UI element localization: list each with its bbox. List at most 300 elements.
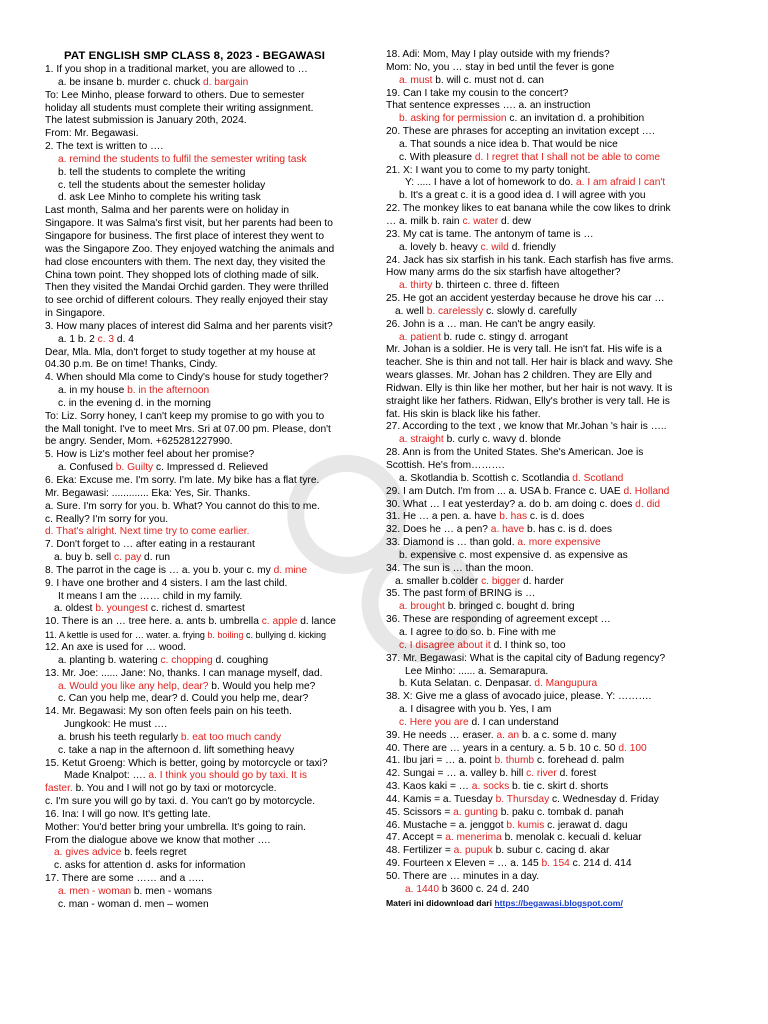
line-text-tail: b. tie c. skirt d. shorts	[509, 781, 609, 793]
line-text-tail: c. Impressed d. Relieved	[153, 462, 269, 474]
line-text-tail: c. jerawat d. dagu	[544, 819, 628, 831]
line-text-tail: b. You and I will not go by taxi or motorcycle.	[72, 783, 277, 795]
text-line	[45, 526, 371, 539]
text-line	[386, 113, 722, 126]
text-line	[45, 501, 371, 514]
text-line	[386, 319, 722, 332]
answer-key: d. bargain	[202, 76, 249, 88]
answer-key: c. bigger	[481, 575, 521, 587]
answer-key: a. pupuk	[453, 845, 493, 857]
line-text: 29. I am Dutch. I'm from ... a. USA b. France c. UAE	[386, 485, 624, 497]
line-text: 9. I have one brother and 4 sisters. I am the last child.	[45, 577, 288, 589]
answer-key: d. mine	[273, 564, 307, 576]
text-line	[386, 396, 722, 409]
text-line	[386, 499, 722, 512]
line-text: a. Sure. I'm sorry for you. b. What? You cannot do this to me.	[45, 500, 320, 512]
text-line	[386, 730, 722, 743]
line-text: 43. Kaos kaki = …	[386, 781, 472, 793]
text-line	[45, 488, 371, 501]
line-text-tail: b. Would you help me?	[208, 680, 316, 692]
line-text-tail: c. 214 d. 414	[569, 858, 632, 870]
footer-credit	[386, 897, 722, 910]
line-text: 32. Does he … a pen?	[386, 524, 491, 536]
answer-key: a. gives advice	[54, 847, 122, 859]
text-line	[45, 257, 371, 270]
text-line	[386, 473, 722, 486]
line-text-tail: c. richest d. smartest	[148, 603, 245, 615]
line-text: c. I'm sure you will go by taxi. d. You can't go by motorcycle.	[45, 796, 316, 808]
line-text: teacher. She is thin and not tall. Her hair is black and wavy. She	[386, 357, 673, 369]
text-line	[386, 794, 722, 807]
text-line	[45, 783, 371, 796]
line-text: 30. What … I eat yesterday? a. do b. am doing c. does	[386, 498, 636, 510]
line-text: From the dialogue above we know that mother ….	[45, 834, 271, 846]
text-line	[386, 203, 722, 216]
line-text: 45. Scissors =	[386, 806, 454, 818]
line-text: 33. Diamond is … than gold.	[386, 537, 518, 549]
line-text: 14. Mr. Begawasi: My son often feels pain on his teeth.	[45, 706, 292, 718]
text-line	[386, 280, 722, 293]
line-text: a. planting b. watering	[58, 654, 161, 666]
line-text: b. It's a great c. it is a good idea d. I will agree with you	[399, 190, 646, 202]
text-line	[45, 462, 371, 475]
line-text: 37. Mr. Begawasi: What is the capital city of Badung regency?	[386, 652, 666, 664]
line-text: 36. These are responding of agreement except …	[386, 614, 611, 626]
text-line	[45, 103, 371, 116]
line-text: 2. The text is written to ….	[45, 141, 164, 153]
line-text: 50. There are … minutes in a day.	[386, 871, 540, 882]
text-line	[386, 768, 722, 781]
line-text: 28. Ann is from the United States. She's American. Joe is	[386, 447, 644, 459]
text-line	[45, 308, 371, 321]
text-line	[386, 537, 722, 550]
line-text-tail: b. bringed c. bought d. bring	[444, 601, 575, 613]
answer-key: b. eat too much candy	[180, 731, 282, 743]
answer-key: c. apple	[261, 616, 298, 628]
text-line	[45, 475, 371, 488]
line-text: had close encounters with them. The next day, they visited the	[45, 256, 326, 268]
answer-key: d. Scotland	[572, 472, 624, 484]
line-text: a. Skotlandia b. Scottish c. Scotlandia	[399, 472, 573, 484]
text-line	[45, 90, 371, 103]
text-line	[386, 845, 722, 858]
footer-link[interactable]: https://begawasi.blogspot.com/	[494, 897, 623, 908]
text-line	[386, 383, 722, 396]
answer-key: a. an	[496, 729, 520, 741]
line-text: From: Mr. Begawasi.	[45, 128, 139, 140]
text-line	[45, 154, 371, 167]
line-text-tail: c. forehead d. palm	[534, 755, 625, 767]
line-text: a. buy b. sell	[54, 552, 115, 564]
right-column	[386, 49, 722, 910]
text-line	[386, 409, 722, 422]
line-text: 10. There is an … tree here. a. ants b. umbrella	[45, 616, 262, 628]
text-line	[386, 139, 722, 152]
text-line	[386, 49, 722, 62]
line-text-tail: b. a c. some d. many	[519, 729, 617, 741]
answer-key: a. remind the students to fulfil the semester writing task	[58, 153, 307, 165]
line-text-tail: b. men - womans	[131, 886, 213, 897]
line-text: a. 1 b. 2	[58, 333, 98, 345]
line-text: holiday all students must complete their writing assignment.	[45, 102, 314, 114]
line-text: … a. milk b. rain	[386, 215, 463, 227]
line-text: 46. Mustache = a. jenggot	[386, 819, 507, 831]
answer-key: a. men - woman	[58, 886, 132, 897]
text-line	[45, 603, 371, 616]
text-line	[45, 796, 371, 809]
text-line	[45, 565, 371, 578]
text-line	[386, 421, 722, 434]
line-text: b. Kuta Selatan. c. Denpasar.	[399, 678, 535, 690]
text-line	[45, 385, 371, 398]
line-text-tail: b. rude c. stingy d. arrogant	[440, 331, 568, 343]
line-text: c. asks for attention d. asks for information	[54, 860, 246, 872]
text-line	[45, 424, 371, 437]
line-text: 7. Don't forget to … after eating in a restaurant	[45, 539, 255, 551]
line-text: 42. Sungai = … a. valley b. hill	[386, 768, 527, 780]
line-text: b. tell the students to complete the writing	[58, 166, 246, 178]
text-line	[386, 563, 722, 576]
text-line	[386, 306, 722, 319]
line-text: It means I am the …… child in my family.	[58, 590, 243, 602]
text-line	[386, 434, 722, 447]
line-text: be angry. Sender, Mom. +625281227990.	[45, 436, 233, 448]
line-text-tail: b. feels regret	[121, 847, 187, 859]
text-line	[386, 717, 722, 730]
answer-key: d. Mangupura	[534, 678, 598, 690]
text-line	[386, 165, 722, 178]
text-line	[45, 244, 371, 257]
text-line	[45, 732, 371, 745]
line-text: 20. These are phrases for accepting an invitation except ….	[386, 126, 655, 138]
text-line	[386, 743, 722, 756]
text-line	[45, 334, 371, 347]
text-line	[386, 447, 722, 460]
line-text: a. be insane b. murder c. chuck	[58, 76, 203, 88]
line-text: straight like her fathers. Ridwan, Elly's brother is very tall. He is	[386, 395, 670, 407]
text-line	[45, 218, 371, 231]
line-text: 38. X: Give me a glass of avocado juice, please. Y: ……….	[386, 691, 652, 703]
text-line	[45, 719, 371, 732]
text-line	[45, 835, 371, 848]
text-line	[45, 321, 371, 334]
line-text: 24. Jack has six starfish in his tank. Each starfish has five arms.	[386, 254, 674, 266]
text-line	[45, 591, 371, 604]
line-text: a. That sounds a nice idea b. That would be nice	[399, 138, 618, 150]
line-text: to see orchid of different colours. They really enjoyed their stay	[45, 295, 328, 307]
answer-key: c. water	[462, 215, 499, 227]
line-text: c. Can you help me, dear? d. Could you help me, dear?	[58, 693, 309, 705]
line-text: was the Singapore Zoo. They enjoyed watching the animals and	[45, 243, 335, 255]
line-text: 23. My cat is tame. The antonym of tame is …	[386, 228, 594, 240]
text-line	[45, 552, 371, 565]
line-text-tail: c. Wednesday d. Friday	[549, 793, 659, 805]
answer-key: a. 1440	[405, 883, 439, 895]
line-text: 40. There are … years in a century. a. 5 b. 10 c. 50	[386, 742, 619, 754]
text-line	[386, 267, 722, 280]
text-line	[45, 347, 371, 360]
answer-key: c. wild	[480, 241, 509, 253]
line-text: 27. According to the text , we know that Mr.Johan 's hair is …..	[386, 421, 667, 433]
text-line	[386, 293, 722, 306]
line-text: 39. He needs … eraser.	[386, 729, 497, 741]
line-text: Ridwan. Elly is thin like her mother, but her hair is not wavy. It is	[386, 382, 673, 394]
line-text: 11. A kettle is used for … water. a. frying	[45, 630, 208, 641]
line-text: 41. Ibu jari = … a. point	[386, 755, 495, 767]
line-text: 18. Adi: Mom, May I play outside with my friends?	[386, 49, 610, 60]
text-line	[45, 539, 371, 552]
text-line	[386, 691, 722, 704]
line-text: Last month, Salma and her parents were on holiday in	[45, 205, 290, 217]
line-text: Made Knalpot: ….	[64, 770, 149, 782]
line-text-tail: d. 4	[114, 333, 134, 345]
line-text: b. expensive c. most expensive d. as expensive as	[399, 549, 628, 561]
text-line	[45, 514, 371, 527]
answer-key: b. Thursday	[495, 793, 550, 805]
line-text: c. take a nap in the afternoon d. lift something heavy	[58, 744, 295, 756]
line-text: Singapore for business. The first place of interest they went to	[45, 230, 324, 242]
line-text-tail: b. has c. is d. does	[524, 524, 612, 536]
line-text: 25. He got an accident yesterday because he drove his car …	[386, 293, 665, 305]
line-text: Then they visited the Mandai Orchid garden. They were thrilled	[45, 282, 329, 294]
text-line	[45, 128, 371, 141]
text-line	[386, 627, 722, 640]
text-line	[386, 486, 722, 499]
text-line	[45, 629, 371, 642]
line-text: Mr. Johan is a soldier. He is very tall. He isn't fat. His wife is a	[386, 344, 662, 356]
text-line	[45, 655, 371, 668]
line-text: 44. Kamis = a. Tuesday	[386, 793, 496, 805]
answer-key: b. asking for permission	[399, 113, 507, 125]
line-text: 13. Mr. Joe: ...... Jane: No, thanks. I can manage myself, dad.	[45, 667, 323, 679]
text-line	[386, 357, 722, 370]
line-text: in Singapore.	[45, 308, 106, 320]
line-text-tail: b. curly c. wavy d. blonde	[443, 434, 561, 446]
line-text: Singapore. It was Salma's first visit, but her parents had been to	[45, 218, 333, 230]
text-line	[386, 332, 722, 345]
answer-key: a. I think you should go by taxi. It is	[148, 770, 307, 782]
text-line	[386, 576, 722, 589]
line-text: fat. His skin is black like his father.	[386, 408, 541, 420]
line-text-tail: d. run	[141, 552, 171, 564]
text-line	[386, 177, 722, 190]
answer-key: c. 3	[97, 333, 115, 345]
answer-key: a. thirty	[399, 280, 433, 292]
text-line	[386, 550, 722, 563]
line-text: 16. Ina: I will go now. It's getting late.	[45, 808, 211, 820]
text-line	[45, 449, 371, 462]
text-line	[386, 884, 722, 897]
text-line	[386, 255, 722, 268]
answer-key: d. That's alright. Next time try to come earlier.	[45, 526, 250, 538]
text-line	[386, 100, 722, 113]
line-text-tail: b 3600 c. 24 d. 240	[439, 883, 530, 895]
text-line	[386, 344, 722, 357]
text-line	[45, 231, 371, 244]
line-text-tail: c. slowly d. carefully	[483, 305, 577, 317]
text-line	[45, 115, 371, 128]
line-text-tail: c. bullying d. kicking	[243, 630, 326, 641]
answer-key: a. I am afraid I can't	[576, 177, 666, 189]
line-text: a. I disagree with you b. Yes, I am	[399, 704, 552, 716]
line-text-tail: d. friendly	[508, 241, 556, 253]
line-text-tail: d. I think so, too	[490, 639, 566, 651]
line-text: 21. X: I want you to come to my party tonight.	[386, 164, 591, 176]
text-line	[45, 642, 371, 655]
text-line	[386, 152, 722, 165]
answer-key: b. kumis	[506, 819, 545, 831]
line-text: China town point. They shopped lots of clothing made of silk.	[45, 269, 319, 281]
line-text: 1. If you shop in a traditional market, you are allowed to …	[45, 64, 308, 75]
line-text: Mr. Begawasi: ............. Eka: Yes, Sir. Thanks.	[45, 487, 251, 499]
line-text-tail: b. paku c. tombak d. panah	[497, 806, 624, 818]
text-line	[386, 781, 722, 794]
text-line	[45, 167, 371, 180]
line-text: c. in the evening d. in the morning	[58, 397, 211, 409]
text-line	[45, 372, 371, 385]
text-line	[386, 704, 722, 717]
text-line	[45, 770, 371, 783]
line-text: a. I agree to do so. b. Fine with me	[399, 626, 556, 638]
line-text-tail: d. lance	[297, 616, 336, 628]
line-text: 4. When should Mla come to Cindy's house for study together?	[45, 372, 329, 384]
line-text: Scottish. He's from……….	[386, 460, 505, 471]
answer-key: a. Would you like any help, dear?	[58, 680, 209, 692]
answer-key: b. youngest	[95, 603, 149, 615]
line-text: a. oldest	[54, 603, 96, 615]
line-text: How many arms do the six starfish have altogether?	[386, 267, 621, 279]
line-text: a. Confused	[58, 462, 116, 474]
line-text: 17. There are some …… and a …..	[45, 873, 204, 885]
line-text: 04.30 p.m. Be on time! Thanks, Cindy.	[45, 359, 218, 371]
text-line	[45, 873, 371, 886]
answer-key: d. 100	[618, 742, 647, 754]
answer-key: c. Here you are	[399, 716, 469, 728]
answer-key: faster.	[45, 783, 73, 795]
line-text: Jungkook: He must ….	[64, 719, 168, 731]
text-line	[386, 216, 722, 229]
line-text: To: Liz. Sorry honey, I can't keep my promise to go with you to	[45, 410, 325, 422]
answer-key: c. chopping	[160, 654, 213, 666]
text-line	[45, 822, 371, 835]
line-text-tail: b. will c. must not d. can	[432, 74, 544, 86]
answer-key: b. 154	[541, 858, 570, 870]
text-line	[45, 295, 371, 308]
line-text: To: Lee Minho, please forward to others. Due to semester	[45, 89, 305, 101]
answer-key: b. Guilty	[115, 462, 154, 474]
text-line	[45, 205, 371, 218]
text-line	[386, 370, 722, 383]
text-line	[386, 820, 722, 833]
text-line	[45, 616, 371, 629]
answer-key: a. gunting	[453, 806, 498, 818]
line-text: a. lovely b. heavy	[399, 241, 481, 253]
line-text: 22. The monkey likes to eat banana while the cow likes to drink	[386, 203, 671, 215]
text-line	[386, 807, 722, 820]
text-line	[45, 64, 371, 77]
text-line	[386, 588, 722, 601]
line-text: That sentence expresses …. a. an instruction	[386, 100, 591, 112]
line-text: a. in my house	[58, 385, 128, 397]
text-line	[386, 511, 722, 524]
text-line	[45, 180, 371, 193]
text-line	[45, 359, 371, 372]
line-text: 47. Accept =	[386, 832, 446, 844]
line-text: wears glasses. Mr. Johan has 2 children. They are Elly and	[386, 370, 652, 382]
text-line	[386, 601, 722, 614]
line-text: Mother: You'd better bring your umbrella. It's going to rain.	[45, 821, 306, 833]
line-text: 35. The past form of BRING is …	[386, 588, 536, 600]
line-text: c. Really? I'm sorry for you.	[45, 513, 169, 525]
text-line	[386, 62, 722, 75]
answer-key: b. boiling	[207, 630, 244, 641]
line-text: 31. He … a pen. a. have	[386, 511, 500, 523]
text-line	[386, 832, 722, 845]
line-text: c. man - woman d. men – women	[58, 898, 209, 910]
text-line	[45, 141, 371, 154]
text-line	[45, 758, 371, 771]
text-line	[45, 693, 371, 706]
answer-key: b. in the afternoon	[127, 385, 210, 397]
left-column	[45, 64, 371, 912]
text-line	[45, 668, 371, 681]
line-text: Y: ..... I have a lot of homework to do.	[405, 177, 577, 189]
text-line	[386, 88, 722, 101]
text-line	[45, 411, 371, 424]
line-text: 3. How many places of interest did Salma and her parents visit?	[45, 320, 333, 332]
line-text: 15. Ketut Groeng: Which is better, going by motorcycle or taxi?	[45, 757, 328, 769]
text-line	[45, 847, 371, 860]
line-text: c. With pleasure	[399, 151, 475, 163]
answer-key: b. carelessly	[426, 305, 484, 317]
line-text: Mom: No, you … stay in bed until the fever is gone	[386, 61, 615, 73]
text-line	[45, 681, 371, 694]
line-text-tail: d. forest	[556, 768, 597, 780]
line-text: a. well	[395, 305, 427, 317]
text-line	[45, 192, 371, 205]
answer-key: c. river	[526, 768, 557, 780]
line-text-tail: b. menolak c. kecuali d. keluar	[501, 832, 642, 844]
text-line	[386, 614, 722, 627]
text-line	[45, 270, 371, 283]
text-line	[45, 745, 371, 758]
answer-key: d. Holland	[623, 485, 670, 497]
text-line	[386, 242, 722, 255]
answer-key: a. menerima	[445, 832, 502, 844]
line-text: the Mall tonight. I've to meet Mrs. Sri at 07.00 pm. Please, don't	[45, 423, 331, 435]
line-text-tail: c. an invitation d. a prohibition	[506, 113, 645, 125]
answer-key: a. straight	[399, 434, 444, 446]
line-text-tail: b. subur c. cacing d. akar	[492, 845, 610, 857]
answer-key: a. patient	[399, 331, 441, 343]
line-text: d. ask Lee Minho to complete his writing task	[58, 192, 261, 204]
footer-label: Materi ini didownload dari	[386, 897, 495, 908]
page-title: PAT ENGLISH SMP CLASS 8, 2023 - BEGAWASI	[64, 50, 325, 62]
line-text: c. tell the students about the semester holiday	[58, 179, 266, 191]
text-line	[45, 886, 371, 899]
line-text: 49. Fourteen x Eleven = … a. 145	[386, 858, 542, 870]
line-text: The latest submission is January 20th, 2024.	[45, 115, 247, 127]
line-text: Lee Minho: ...... a. Semarapura.	[405, 665, 549, 677]
text-line	[45, 899, 371, 912]
text-line	[45, 436, 371, 449]
answer-key: d. I regret that I shall not be able to come	[474, 151, 661, 163]
answer-key: a. socks	[471, 781, 510, 793]
line-text-tail: d. coughing	[212, 654, 269, 666]
line-text-tail: d. I can understand	[468, 716, 559, 728]
text-line	[386, 678, 722, 691]
text-line	[45, 77, 371, 90]
